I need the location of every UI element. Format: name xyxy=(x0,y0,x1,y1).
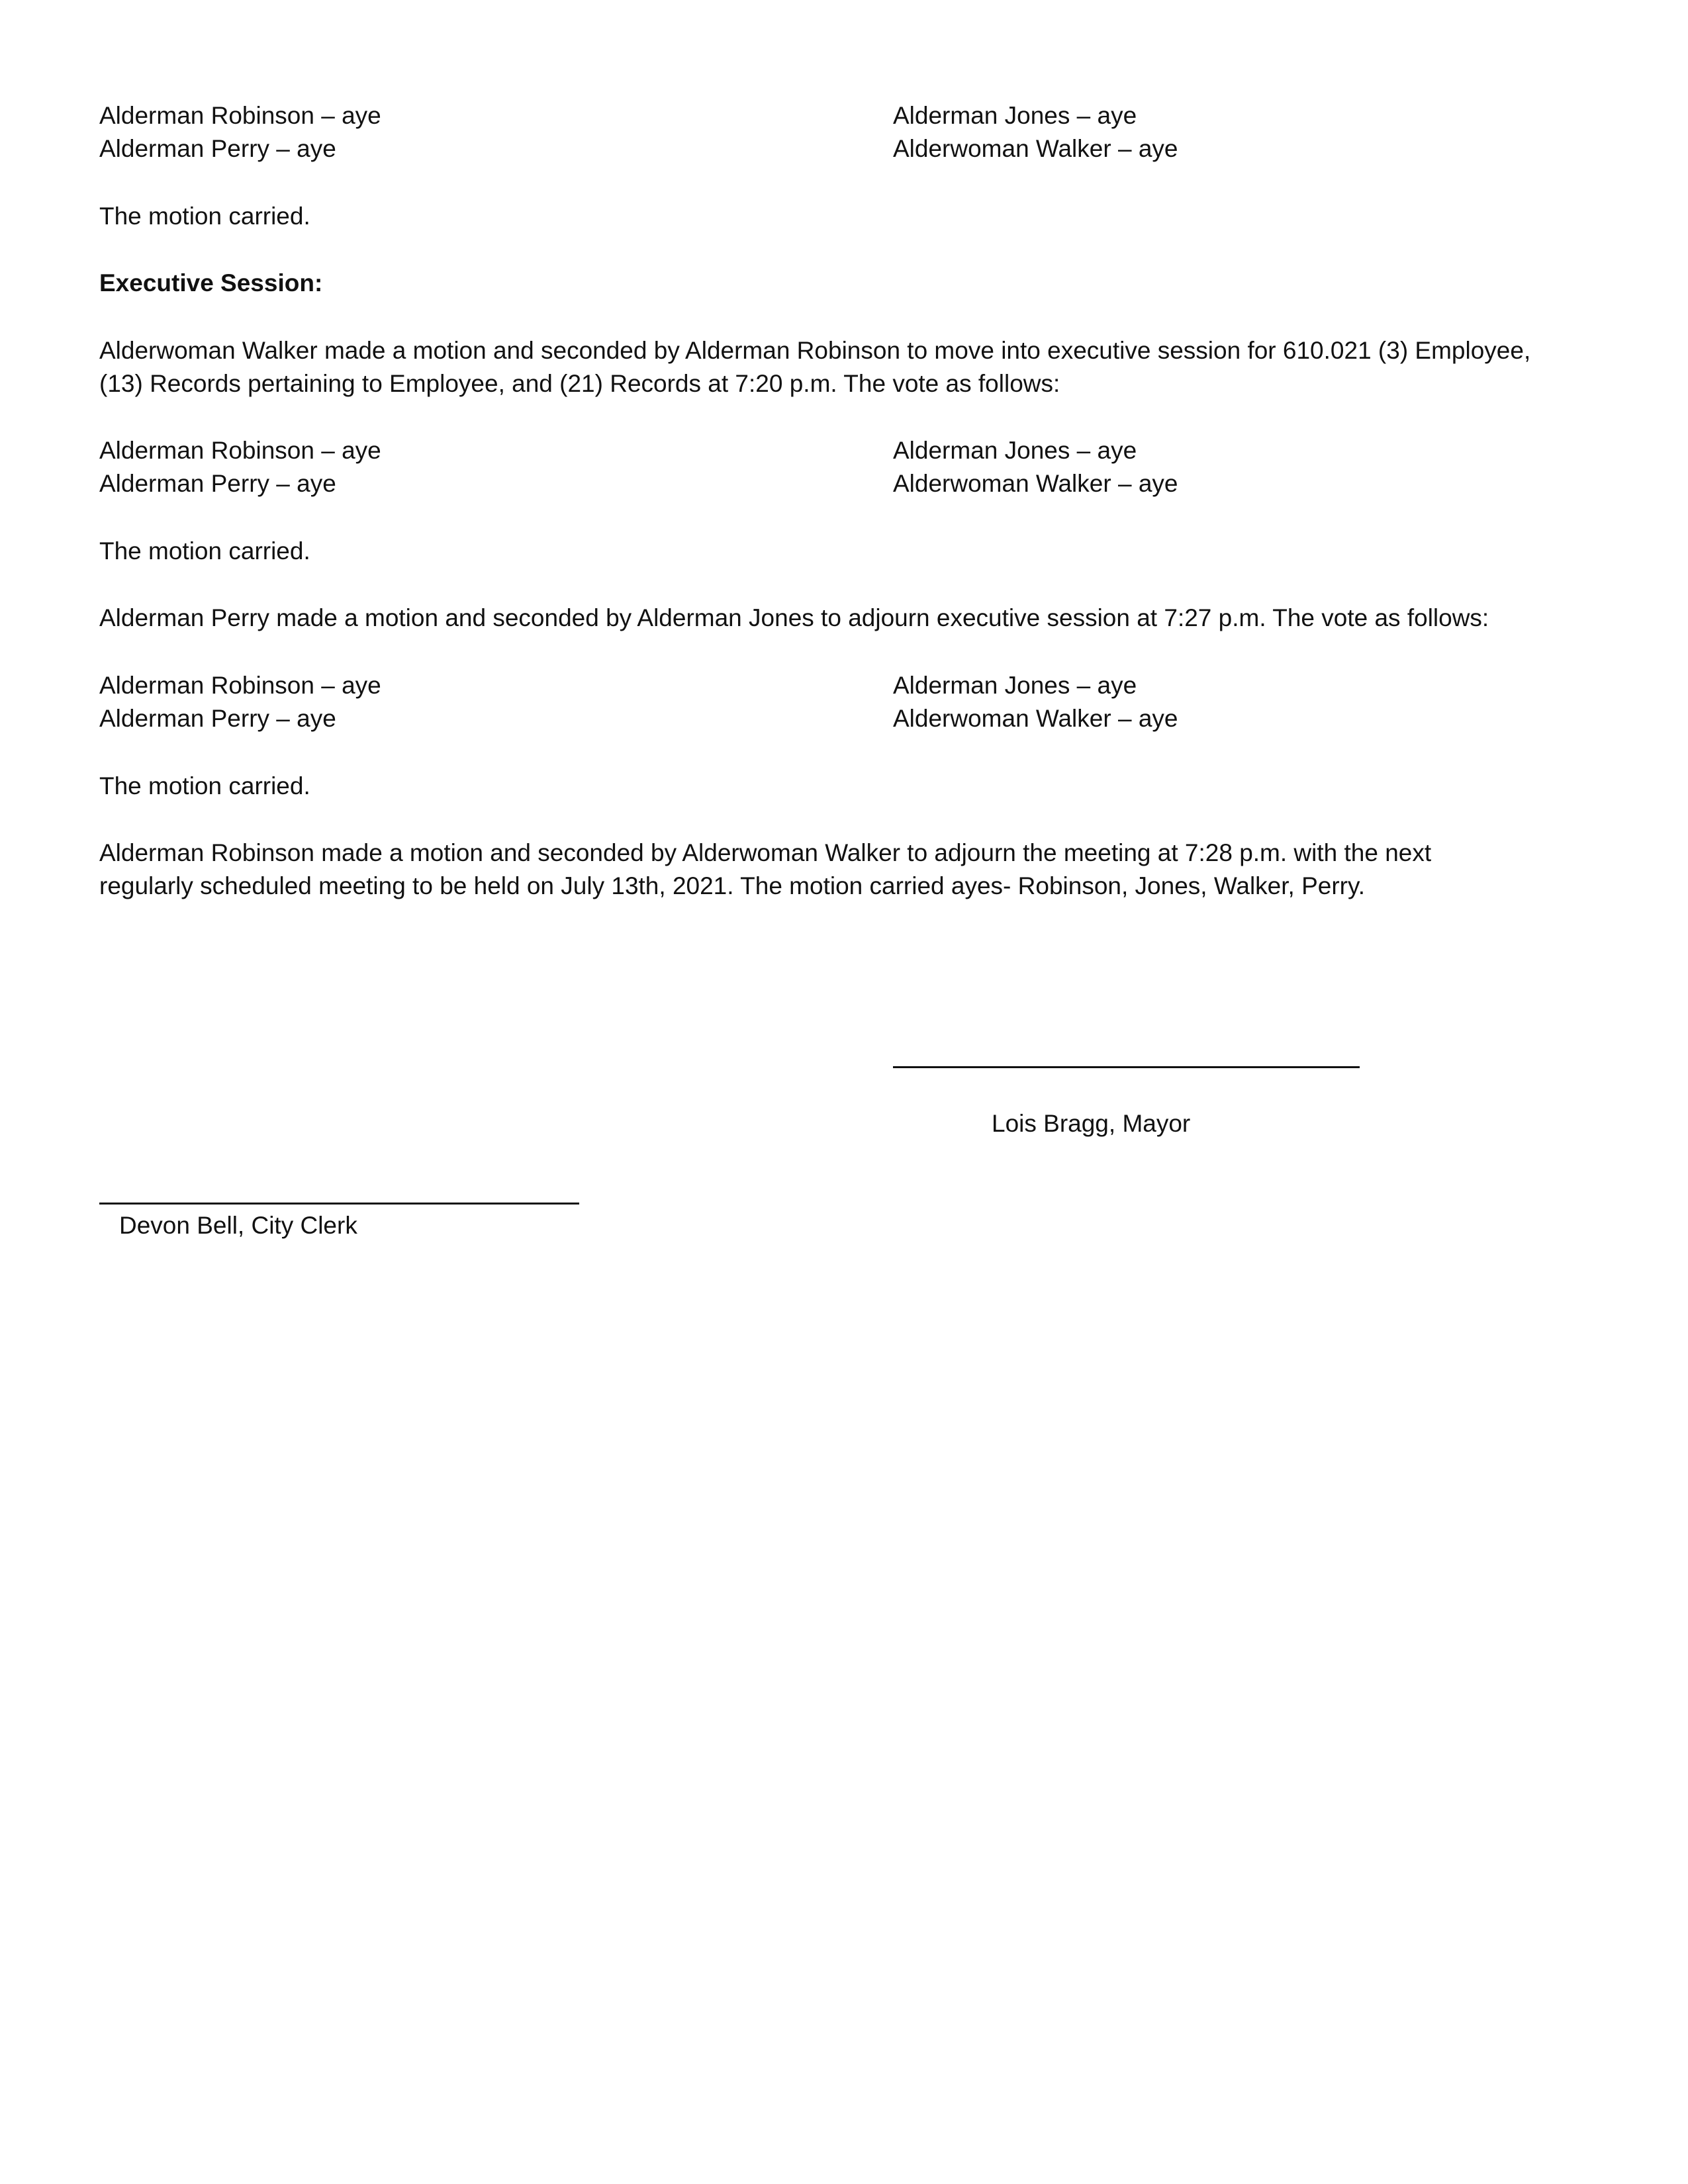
adjourn-meeting-line-2: regularly scheduled meeting to be held on July 13th, 2021. The motion carried ayes- Robinson, Jones, Walker, Perry. xyxy=(99,872,1366,899)
clerk-signature-line xyxy=(99,1203,579,1205)
clerk-signature-name: Devon Bell, City Clerk xyxy=(119,1212,357,1239)
vote-2-right-1: Alderman Jones – aye xyxy=(893,437,1137,464)
adjourn-meeting-line-1: Alderman Robinson made a motion and seconded by Alderwoman Walker to adjourn the meeting at 7:28 p.m. with the next xyxy=(99,839,1432,866)
vote-2-left-2: Alderman Perry – aye xyxy=(99,470,336,497)
vote-1-left-2: Alderman Perry – aye xyxy=(99,135,336,162)
mayor-signature-line xyxy=(893,1066,1360,1068)
vote-2-left-1: Alderman Robinson – aye xyxy=(99,437,381,464)
vote-3-right-2: Alderwoman Walker – aye xyxy=(893,705,1178,732)
vote-1-right-1: Alderman Jones – aye xyxy=(893,102,1137,129)
vote-1-left-1: Alderman Robinson – aye xyxy=(99,102,381,129)
vote-3-left-2: Alderman Perry – aye xyxy=(99,705,336,732)
adjourn-executive-motion: Alderman Perry made a motion and seconded by Alderman Jones to adjourn executive session at 7:27 p.m. The vote as follows: xyxy=(99,604,1489,631)
vote-3-right-1: Alderman Jones – aye xyxy=(893,672,1137,699)
mayor-signature-name: Lois Bragg, Mayor xyxy=(992,1110,1191,1137)
section-heading: Executive Session: xyxy=(99,269,323,296)
executive-motion-line-1: Alderwoman Walker made a motion and seconded by Alderman Robinson to move into executive session for 610.021 (3) Employee, xyxy=(99,337,1531,364)
executive-motion-line-2: (13) Records pertaining to Employee, and (21) Records at 7:20 p.m. The vote as follows: xyxy=(99,370,1060,397)
motion-result-2: The motion carried. xyxy=(99,537,310,565)
motion-result-1: The motion carried. xyxy=(99,203,310,230)
vote-2-right-2: Alderwoman Walker – aye xyxy=(893,470,1178,497)
vote-1-right-2: Alderwoman Walker – aye xyxy=(893,135,1178,162)
motion-result-3: The motion carried. xyxy=(99,772,310,799)
vote-3-left-1: Alderman Robinson – aye xyxy=(99,672,381,699)
